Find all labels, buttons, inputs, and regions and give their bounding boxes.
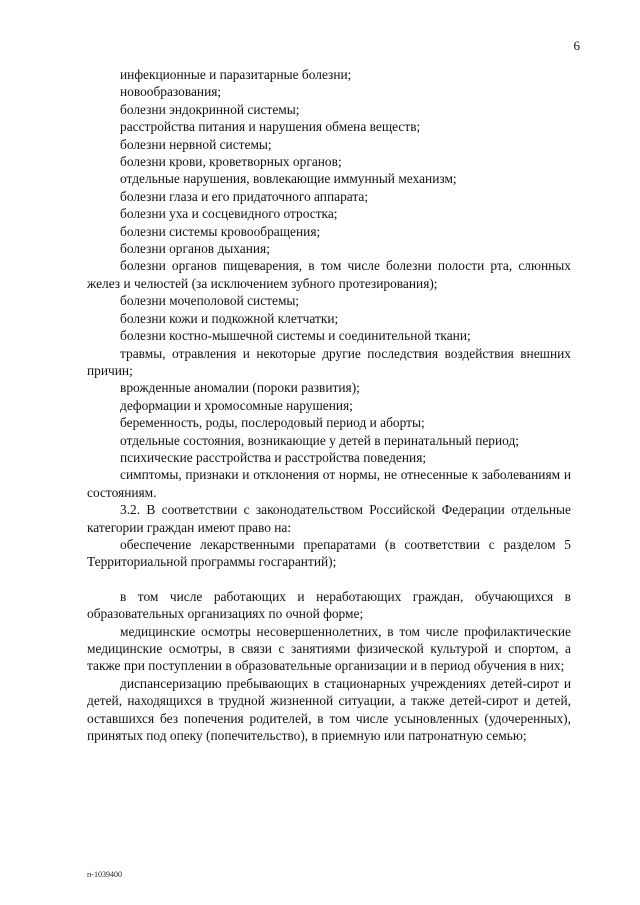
paragraph-symptoms: симптомы, признаки и отклонения от нормы, не отнесенные к заболеваниям и состояниям.: [87, 467, 571, 500]
paragraph-endocrine: болезни эндокринной системы;: [120, 101, 300, 117]
paragraph-circulatory: болезни системы кровообращения;: [120, 223, 321, 239]
footer-code: п-1039400: [87, 870, 122, 879]
paragraph-skin: болезни кожи и подкожной клетчатки;: [120, 310, 339, 326]
paragraph-musculoskeletal: болезни костно-мышечной системы и соединительной ткани;: [120, 328, 471, 344]
paragraph-workers-students: в том числе работающих и неработающих граждан, обучающихся в образовательных организациях по очной форме;: [87, 588, 571, 622]
paragraph-section-3-2: 3.2. В соответствии с законодательством Российской Федерации отдельные категории граждан имеют право на:: [87, 502, 571, 535]
paragraph-digestive: болезни органов пищеварения, в том числе болезни полости рта, слюнных желез и челюстей (за исключением зубного протезирования);: [87, 258, 571, 291]
paragraph-eye: болезни глаза и его придаточного аппарата;: [120, 188, 369, 204]
paragraph-injuries: травмы, отравления и некоторые другие последствия воздействия внешних причин;: [87, 345, 571, 378]
paragraph-infectious: инфекционные и паразитарные болезни;: [120, 67, 352, 82]
paragraph-perinatal: отдельные состояния, возникающие у детей в перинатальный период;: [120, 432, 520, 448]
paragraph-nervous: болезни нервной системы;: [120, 136, 272, 152]
page-number: 6: [573, 38, 580, 53]
paragraph-chromosomal: деформации и хромосомные нарушения;: [120, 397, 353, 413]
paragraph-immune: отдельные нарушения, вовлекающие иммунный механизм;: [120, 171, 457, 187]
document-body: [87, 66, 571, 744]
paragraph-medications: обеспечение лекарственными препаратами (в соответствии с разделом 5 Территориальной программы госгарантий);: [87, 536, 571, 570]
paragraph-genitourinary: болезни мочеполовой системы;: [120, 293, 300, 309]
paragraph-ear: болезни уха и сосцевидного отростка;: [120, 206, 338, 222]
paragraph-nutrition: расстройства питания и нарушения обмена веществ;: [120, 119, 421, 135]
paragraph-blood: болезни крови, кроветворных органов;: [120, 154, 342, 170]
paragraph-orphans-screening: диспансеризацию пребывающих в стационарных учреждениях детей-сирот и детей, находящихся в трудной жизненной ситуации, а также детей-сирот и детей, оставшихся без попечения родителей, в том числе усыновленных (удочеренных), принятых под опеку (попечительство), в приемную или патронатную семью;: [87, 675, 571, 744]
paragraph-minors-checkups: медицинские осмотры несовершеннолетних, в том числе профилактические медицинские осмотры, в связи с занятиями физической культурой и спортом, а также при поступлении в образовательные организации и в период обучения в них;: [87, 623, 571, 674]
paragraph-mental: психические расстройства и расстройства поведения;: [120, 449, 427, 465]
paragraph-congenital: врожденные аномалии (пороки развития);: [120, 380, 360, 396]
paragraph-pregnancy: беременность, роды, послеродовый период и аборты;: [120, 415, 425, 431]
paragraph-neoplasms: новообразования;: [120, 84, 222, 100]
paragraph-respiratory: болезни органов дыхания;: [120, 241, 270, 257]
